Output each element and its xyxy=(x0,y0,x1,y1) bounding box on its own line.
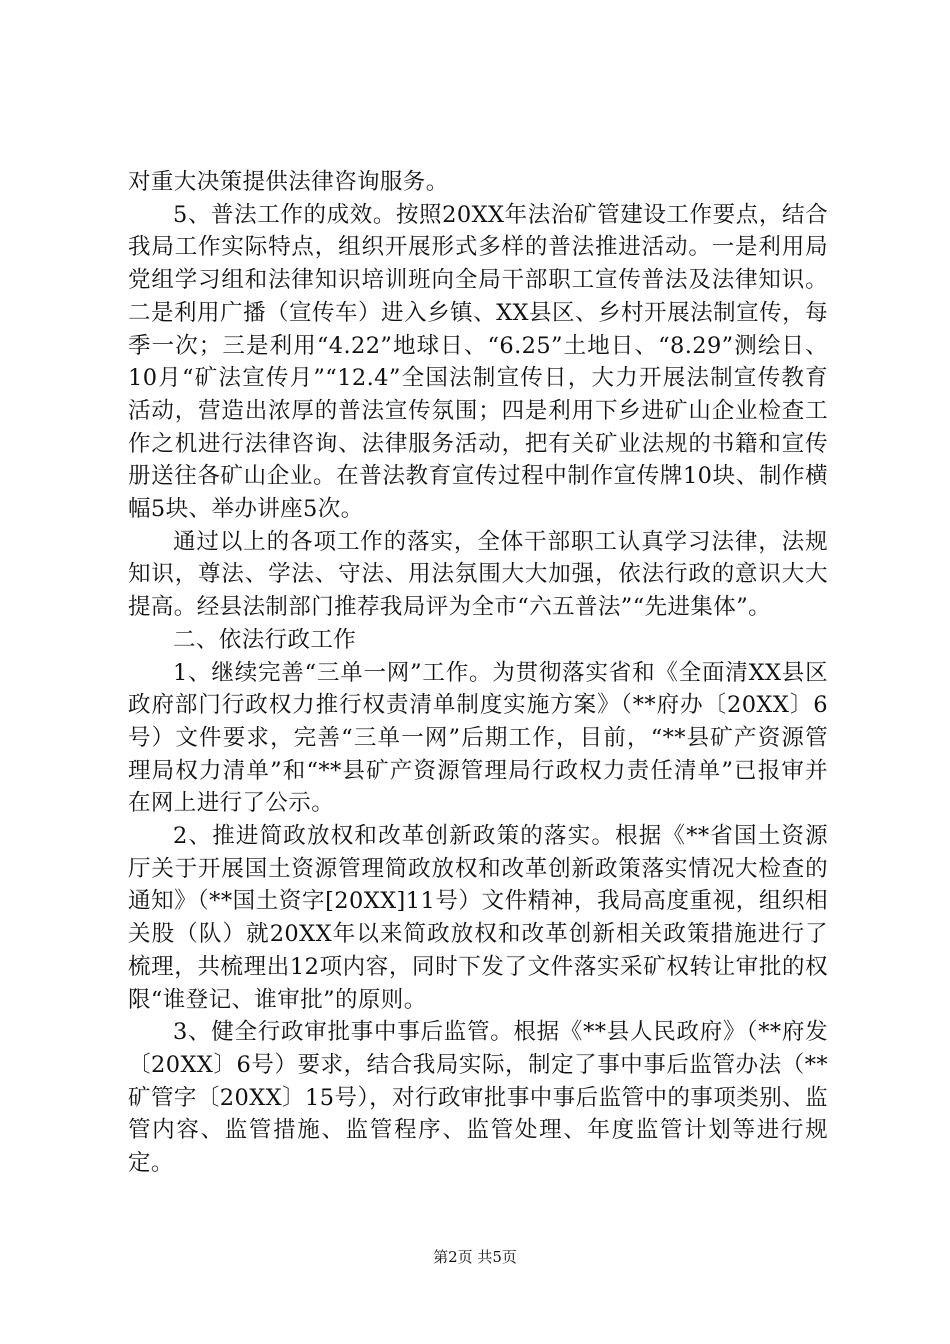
paragraph-summary: 通过以上的各项工作的落实，全体干部职工认真学习法律，法规知识，尊法、学法、守法、用法氛围大大加强，依法行政的意识大大提高。经县法制部门推荐我局评为全市“六五普法”“先进集体”。 xyxy=(128,528,828,621)
paragraph-legal-education: 5、普法工作的成效。按照20XX年法治矿管建设工作要点，结合我局工作实际特点，组织开展形式多样的普法推进活动。一是利用局党组学习组和法律知识培训班向全局干部职工宣传普法及法律知识。二是利用广播（宣传车）进入乡镇、XX县区、乡村开展法制宣传，每季一次；三是利用“4.22”地球日、“6.25”土地日、“8.29”测绘日、10月“矿法宣传月”“12.4”全国法制宣传日，大力开展法制宣传教育活动，营造出浓厚的普法宣传氛围；四是利用下乡进矿山企业检查工作之机进行法律咨询、法律服务活动，把有关矿业法规的书籍和宣传册送往各矿山企业。在普法教育宣传过程中制作宣传牌10块、制作横幅5块、举办讲座5次。 xyxy=(128,201,828,523)
paragraph-item-2: 2、推进简政放权和改革创新政策的落实。根据《**省国土资源厅关于开展国土资源管理简政放权和改革创新政策落实情况大检查的通知》（**国土资字[20XX]11号）文件精神，我局高度重视，组织相关股（队）就20XX年以来简政放权和改革创新相关政策措施进行了梳理，共梳理出12项内容，同时下发了文件落实采矿权转让审批的权限“谁登记、谁审批”的原则。 xyxy=(128,823,828,1013)
paragraph-item-3: 3、健全行政审批事中事后监管。根据《**县人民政府》（**府发〔20XX〕6号）要求，结合我局实际，制定了事中事后监管办法（**矿管字〔20XX〕15号），对行政审批事中事后监管中的事项类别、监管内容、监管措施、监管程序、监管处理、年度监管计划等进行规定。 xyxy=(128,1019,828,1177)
paragraph-item-1: 1、继续完善“三单一网”工作。为贯彻落实省和《全面清XX县区政府部门行政权力推行权责清单制度实施方案》（**府办〔20XX〕6号）文件要求，完善“三单一网”后期工作，目前，“**县矿产资源管理局权力清单”和“**县矿产资源管理局行政权力责任清单”已报审并在网上进行了公示。 xyxy=(128,659,828,817)
section-heading: 二、依法行政工作 xyxy=(173,626,357,653)
document-body xyxy=(128,166,828,1180)
paragraph-continuation: 对重大决策提供法律咨询服务。 xyxy=(128,169,449,195)
page-number: 第2页 共5页 xyxy=(433,1248,517,1266)
